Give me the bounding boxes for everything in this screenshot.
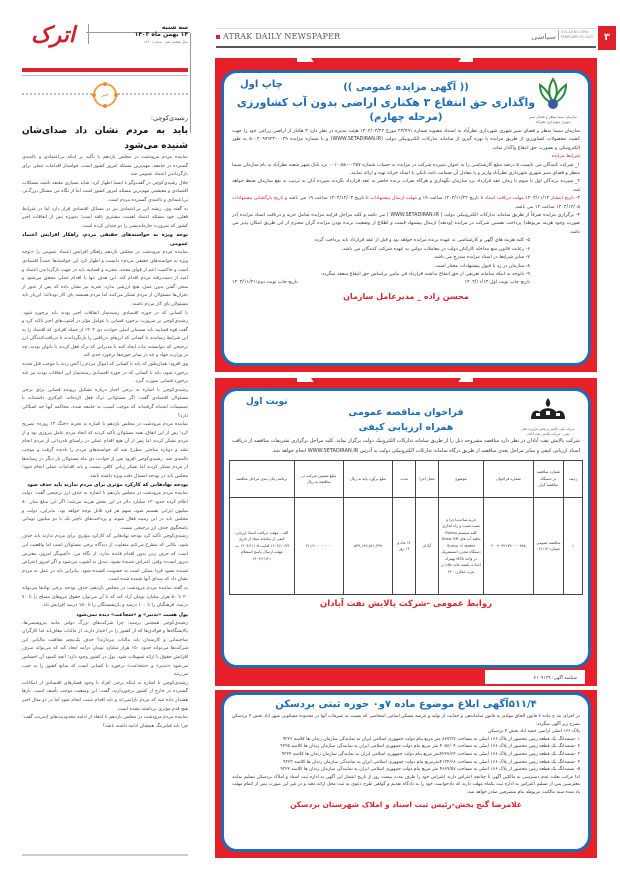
masthead-issue: سال هشتم دهم - شماره ۱۸۹۰ [143,40,188,44]
masthead-vertical-rule [190,33,191,133]
ad-title-3: (مرحله چهارم) [369,112,443,123]
tender-table [229,460,583,595]
notice-plaque: پلاک ۱۶۶ اصلی اراضی حمید اباد بخش ۴ بردسکن [488,729,580,735]
col-header: محل اجرا [416,461,439,498]
paper-name-text: ATRAK DAILY NEWSPAPER [223,32,341,41]
page-header [216,28,596,48]
col-header: ردیف [564,461,583,498]
edition-tag: نوبت اول [246,397,288,407]
article-paragraph: رشیدی‌کوچی همچنین پرسید: چرا شرکت‌های بزرگ دولتی مانند پتروشیمی‌ها، پالایشگاه‌ها و فولادی‌ها که از کشور را در اختیار دارند، از مالیات معاف‌اند اما کارگران ساختمانی و کارمندان باید مالیات بپردازند؟ حذف یک‌پنجم معافیت مالیاتی این شرکت‌ها می‌تواند حدود ۱۵۰ هزار میلیارد تومان درآمد ایجاد کند که می‌تواند صرف افزایش حقوق یا ارائه تسهیلات شود. پول در کشور وجود دارد؛ آنچه کمبود آن احساس می‌شود «تدبیر» و «شجاعت» برخورد با کسانی است که منابع کشور را به جیب می‌زنند. [22,620,189,678]
volume-number: VOL.18,NO.1890 [561,30,589,34]
badge-dot-icon [92,93,96,97]
volume-info [558,30,594,40]
col-header: موضوع [438,461,484,498]
opening-value: ۱۴۰۴/۱۲/۰۵ ساعت ۱۴ می باشد. [514,204,580,210]
grey-divider [22,75,188,76]
notice-intro: در اجرای بند ج ماده ۷ قانون الحاق موادی به قانون ساماندهی و حمایت از تولید و عرضه مسکن اسامی اشخاصی که نسبت به تصرفات آنها در محدوده مسکونی شهر اباد بخش ۴ بردسکن بشرح زیر آگهی میگردد: [232,714,581,727]
auction-ad-body [221,70,591,366]
tender-title-1: فراخوان مناقصه عمومی [348,407,464,418]
article-paragraph: نماینده مردم مرودشت در مجلس یازدهم راهکار افزایش اعتماد عمومی را «توجه ویژه به خواسته‌های حقیقی مردم» دانست و اظهار کرد این خواسته‌ها عمدتاً اقتصادی است و حاکمیت اعم از قوای مقننه، مجریه و قضاییه باید در جهت بازگرداندن اعتماد و امید از دست‌رفته مردم اقدام کند. این هدف تنها با اقدام عملی محقق می‌شود و سخن گفتن بدون عمل، هیچ ارزشی ندارد. تجربه نیز نشان داده که پس از عبور از بحران‌ها مسئولان از مردم تشکر می‌کنند اما مردم همیشه پای کار بوده‌اند؛ این‌بار باید مسئولان پای کار مردم باشند. [22,250,188,307]
condition-item: ۲_ سپرده برندگان اول تا سوم تا زمان عقد قرارداد نزد سازمان نگهداری و هرگاه نفرات برنده حاضر به عقد قرارداد نگردند سپرده آنان به ترتیب به نفع سازمان ضبط خواهد شد. [232,179,580,193]
article-paragraph: رشیدی‌کوچی با اشاره به اینکه برخی افراد با وجود فشارهای اقتصادی از امکانات گسترده در خارج از کشور برخوردارند، گفت: این وضعیت موجب تأسف است. بارها هشدار داده شد که مردم ناراضی‌اند و باید اقدام مثبت انجام شود اما در دو سال اخیر هیچ قدم مؤثری برداشته نشده است. [22,680,188,712]
col-header: شماره مناقصه در دستگاه مناقصه گزار [533,461,563,498]
print-date-first: تاریخ چاپ نوبت اول:۱۴۰۴/۱۱/۱۴ [464,280,530,286]
article-headline: باید به مردم نشان داد صدای‌شان شنیده می‌شود [22,126,188,151]
article-paragraph: نماینده مردم مرودشت در مجلس یازدهم با اشاره به تجربه «جنگ ۱۲ روزه» تصریح کرد: پس از این اتفاق، همه مسئولان تأکید کردند که اتحاد مردم عامل پیروزی بود و از مردم تشکر کردند اما پس از آن هیچ اقدام عملی در راستای قدردانی از مردم انجام نشد و دوباره مباحثی مطرح شد که خواسته‌های مردم را نادیده گرفت و موجب ناامیدی شد. رشیدی‌کوچی افزود پس از حوادث دی ماه مسئولان بار دیگر در رسانه‌ها از مردم تشکر کردند اما تشکر زبانی کافی نیست و باید اقدامات عملی انجام شود؛ مجلس باید در بودجه امسال دقت ویژه داشته باشد. [22,422,188,479]
article-subhead: بودجه نهادهایی که کارکرد مؤثری برای مردم ندارند باید حذف شود [27,482,188,489]
table-cell: ۵۳۹,۱۹۹,۸۶۱,۳۹۹ [343,498,392,595]
col-header: شماره فراخوان [484,461,533,498]
article-kicker: رشیدی‌کوچی: [150,114,188,122]
table-cell: آبادان [416,498,439,595]
offers-deadline-label: مهلت ارسال پیشنهادات [370,196,418,202]
condition-item: ۵- کلیه هزینه های آگهی و کارشناسی به عهده برنده مزایده خواهد بود و قبل از عقد قرارداد باید پرداخت گردد [314,238,530,244]
badge-dot-icon [103,104,107,108]
docs-deadline-label: مهلت دریافت اسناد [484,196,524,202]
paper-name [216,32,340,41]
article-paragraph: نماینده مردم مرودشت در مجلس یازدهم با اشاره به حذف ارز ترجیحی گفت: دولت اعلام کرده حدود ۱۲ میلیارد دلار در این بخش هزینه می‌شد؛ اگر این مبلغ میان ۸۰ میلیون ایرانی تقسیم شود، سهم هر فرد قابل توجه خواهد بود. بنابراین، دولت و مجلس باید در این زمینه فعال شوند و پرداخت‌های ناچیز یک یا دو میلیون تومانی پاسخگوی حذف ارز ترجیحی نیست. [22,491,189,531]
table-cell: مناقصه عمومی شماره ۰۴/۱۱۴ [533,498,563,595]
auction-intro: سازمان سیما منظر و فضای سبز شهری شهرداری نظرآباد به استناد مصوبه شماره ۲۳/۷۹۱ مورخ ۱۴۰۴/۰۴/۲۲ هیئت مدیره در نظر دارد ۳ هکتار از اراضی زراعی خود را جهت کشت محصولات کشاورزی از طریق مزایده با بهره گیری از سامانه تدارکات الکترونیکی دولت (WWW.SETADIRAN.IR) و با شماره مزایده ۵۰۰۴۰۹۹۹۲۳۰۰۰۲۹ به طور الکترونیکی و بصورت حق انتفاع واگذار نماید. [232,129,580,151]
red-divider [22,68,188,72]
left-column [22,20,188,860]
article-paragraph: نماینده مردم مرودشت در مجلس یازدهم با انتقاد از ادامه محدودیت‌های اینترنت گفت: چرا باید فیلترینگ همچنان ادامه داشته باشد؟ [22,715,188,729]
masthead-date: ۱۴ بهمن ماه ۱۴۰۳ [134,31,188,38]
table-cell: ۲۶,۶۶۰,۰۰۰,۰۰۰ [294,498,343,595]
notice-item: ۳ -ششدانگ یک قطعه زمین محصور از پلاک ۱۶۶ اصلی به مساحت ۲۲۲۷/۶۳متر مربع بنام دولت جمهوری اسلامی ایران به نمایندگی سازمان زندان ها کلاسه ۹۳۲۴ [281,751,580,757]
notice-item: ۲ -ششدانگ یک قطعه زمین محصور از پلاک ۱۶۶ اصلی به مساحت ۴۰۵۶/۰۴ متر مربع بنام دولت جمهوری اسلامی ایران به نمایندگی سازمان زندان ها کلاسه ۹۳۲۵ [280,744,580,750]
notice-title: ۵۱۱/۴آگهی ابلاغ موضوع ماده ۷و۰ حوزه ثبتی بردسکن [275,699,537,710]
notice-item: ۱ -ششدانگ یک قطعه زمین محصور از پلاک ۱۶۶ اصلی به مساحت ۸۷۷۳/۷ متر مربع بنام دولت جمهوری اسلامی ایران به نمایندگی سازمان زندان ها کلاسه ۹۳۲۶ [282,736,580,742]
edition-tag: چاپ اول [240,79,283,90]
table-row [230,498,583,595]
section-name: سیاسی [531,32,556,41]
section-divider [22,82,188,106]
condition-item: ۷- سایر شرایط در اسناد مزایده مندرج می باشد. [433,255,530,261]
newspaper-logo: اترک [30,22,76,48]
article-paragraph: وی افزود: همان‌طور که باید با کسانی که اموال مردم را آتش زدند یا موجب قتل شدند برخورد شود، باید با کسانی که در حوزه اقتصادی زمینه‌ساز این اتفاقات بودند نیز باید برخورد قضایی صورت گیرد. [22,362,188,385]
condition-item: ۱_ شرکت کنندگان می بایست ۵ درصد مبلغ کارشناسی را به عنوان سپرده شرکت در مزایده به حساب شماره ۰۲۵۷-۵۸۰-۰۰۱۰ نزد بانک شهر شعبه نظرآباد به نام سازمان سیما منظر و فضای سبز شهری شهرداری نظرآباد واریز و یا معادل آن ضمانت نامه بانکی یا اسناد خزانه تهیه و ارائه نمایند. [232,162,580,177]
auction-ad [215,58,597,372]
news-article [22,114,188,731]
masthead-day: سه شنبه [161,24,188,31]
tender-ad [215,378,597,686]
masthead [22,20,188,66]
opening-label: تاریخ بازگشایی پیشنهادات [232,196,284,202]
col-header: مبلغ برآورد پایه به ریال [343,461,392,498]
table-cell: ۱ [564,498,583,595]
col-header: برنامه زمان بندی مراحل مناقصه [230,461,295,498]
article-subhead: پول هست «تدبیر» و «شجاعت» دیده نمی‌شود [76,611,188,618]
notice-outro: لذا مراتب بعلت عدم دسترسی به مالکین آگهی تا چنانچه اعتراض دارند اعتراض خود را ظرف مدت بیست روز از تاریخ انتشار این آگهی به اداره ثبت اسناد و املاک بردسکن تسلیم نمایند معترضین پس از تسلیم اعتراض به اداره ثبت یکماه مهلت دارند که دادخواست خود را به دادگاه تقدیم و گواهی طرح دعوی به ثبت محل ارائه دهند و در غیر این صورت پس از اتمام مهلت یاد شده سند مالکیت مربوطه بنام متصرفین صادر خواهد شد. [232,774,580,795]
docs-deadline-value: تا تاریخ ۱۴۰۴/۱۱/۲۲ ساعت ۱۹ و [417,196,485,202]
notice-item: ۴ -ششدانگ یک قطعه زمین محصور از پلاک ۱۶۶ اصلی به مساحت ۴۱۳۴/۶۸مترمربع بنام دولت جمهوری اسلامی ایران به نمایندگی سازمان زندان ها کلاسه ۹۳۲۳ [283,759,580,765]
auction-signature: محسن زاده _ مدیرعامل سازمان [343,291,469,301]
english-date: FEBRUARY 03,2025 [561,35,593,39]
notice-item: ۵- ششدانگ یک قطعه زمین محصور از پلاک ۱۶۶ اصلی به مساحت ۴۶۶۹/۵۷ متر مربع بنام دولت جمهوری اسلامی ایران به نمایندگی سازمان زندان ها کلاسه ۹۳۲۲ [280,767,580,773]
org-name: سازمان سیما منظر و فضای سبز شهری شهرداری نظرآباد [529,115,577,124]
page-number: ۳ [598,26,616,50]
article-subhead: توجه ویژه به خواسته‌های حقیقی مردم، راهکار افزایش اعتماد عمومی [22,232,188,248]
table-cell: ۱۲ ماه و ۱۴ روز [393,498,416,595]
table-cell: خرید،ساخت،اجرا و نصب،تست و راه اندازی کلیه سیستم Piping تخلیه آب های Drow Off Sump ۱۶ water دستگاه مخزن اتمسفریک در واحد NTA بهمراه احداث یکسه خانه خلاء در غرب مخازن ۴۲۰ [438,498,484,595]
notice-ad-body [221,692,591,852]
badge-dot-icon [114,93,118,97]
news-badge [93,83,117,107]
conditions-label: شرایط مزایده [551,154,580,160]
auction-text [224,128,588,288]
ad-title-1: (( آگهی مزایده عمومی )) [343,82,469,93]
article-paragraph: رشیدی‌کوچی تأکید کرد بودجه نهادهایی که کارکرد مؤثری برای مردم ندارند باید حذف شود. نکاتی که مطرح می‌کنم متفاوت از دیدگاه برخی مسئولان است اما واقعیت این است که حرف زدن بدون اقدام فایده ندارد. از نگاه من، «آشوبگر امروز، معترض دیروز است» وقتی اعتراض شنیده نشود، تبدیل به آشوب می‌شود و اگر امروز اعتراض شنیده نشود فردا ممکن است به خشونت کشیده شود. بنابراین باید در عمل به مردم نشان داد که صدای آنها شنیده شده است. [22,534,188,583]
col-header: مدت [393,461,416,498]
tender-signature: روابط عمومی -شرکت پالایش نفت آبادان [319,599,493,609]
red-square-icon [216,35,220,39]
condition-prefix: ۳- [574,196,580,202]
column-bottom-rule [22,854,188,856]
tender-intro: شرکت پالایش نفت آبادان در نظر دارد مناقصه مشروحه ذیل را از طریق سامانه تدارکات الکترونیک دولت برگزار نماید. کلیه مراحل برگزاری تشریفات مناقصه از دریافت اسناد ارزیابی کیفی و سایر مراحل بعدی مناقصه از طریق درگاه سامانه تدارکات الکترونیکی دولت به آدرس WWW.SETADIRAN.IR انجام خواهد شد. [232,438,580,454]
col-header: مبلغ تضمین شرکت در مناقصه به ریال [294,461,343,498]
article-paragraph: نماینده مردم مرودشت در مجلس یازدهم با تأکید بر اینکه بی‌اعتمادی و ناامیدی گسترده در جامعه، مهم‌ترین مسئله امروز کشور است، خواستار اقدامات عملی برای بازگرداندن اعتماد عمومی شد. [22,155,188,178]
notice-signature: غلامرضا گنج بخش-رئیس ثبت اسناد و املاک شهرستان بردسکن [290,799,522,809]
print-date-second: تاریخ چاپ نوبت دوم:۱۴۰۴/۱۱/۲۱ [232,280,298,286]
refinery-name: شرکت ملی پالایش و پخش فرآورده های نفتی - شرکت پالایش نفت آبادان [521,427,575,436]
oil-company-logo-icon [528,397,568,423]
lotus-logo-icon [534,77,572,111]
print-dates [232,279,580,287]
condition-item: ۶- رعایت قانون منع مداخله کارکنان دولت در معاملات دولتی به عهده شرکت کنندگان می باشد. [341,246,530,252]
registration-notice-ad [215,690,597,858]
tender-table-wrap [224,456,588,595]
tender-title-2: همراه ارزیابی کیفی [358,422,454,433]
masthead-info [88,24,188,44]
badge-label: خبر [101,92,109,98]
table-cell: ۲۰۰۴۰۹۲۱۷۹۰۰۰۰۷۸۸ [484,498,533,595]
refinery-logo [518,397,578,436]
badge-dot-icon [103,82,107,86]
table-header-row [230,461,583,498]
offers-deadline-value: تا تاریخ ۱۴۰۴/۱۲/۰۴ ساعت ۱۹ می باشد و [283,196,371,202]
publish-label: تاریخ انتشار [550,196,575,202]
publish-date: ۱۴۰۴/۱۱/۱۴ [523,196,551,202]
ad-id: شناسه آگهی: ۲۱۰۹۱۳۹ [533,676,577,681]
article-paragraph: به گفته نماینده مردم مرودشت در مجلس یازدهم، حذف بودجه برخی نهادها می‌تواند ۴۰ تا ۵۰ هزار میلیارد تومان آزاد کند که با آن می‌توان حقوق نیروهای مسلح را تا ۷۰ درصد، فرهنگیان را تا ۱۰۰ درصد و بازنشستگان را تا ۱۵۰ درصد افزایش داد. [22,585,189,609]
article-paragraph: به گفته وی، ریشه این بی‌اعتمادی نیز در مسائل اقتصادی قرار دارد اما در شرایط فعلی، خود مسئله اعتماد اهمیت بیشتری یافته است؛ به‌ویژه پس از اتفاقات اخیر کشور که ضرورت چاره‌اندیشی را دو چندان کرده است. [22,206,188,229]
condition-item: ۴- برگزاری مزایده صرفاً از طریق سامانه تدارکات الکترونیکی دولت ( WWW.SETADIRAN.IR ) می باشد و کلیه مراحل فرایند مزایده شامل خرید و دریافت اسناد مزایده (در صورت وجود هزینه مربوطه) پرداخت تضمین شرکت در مزایده (ودیعه) ارسال پیشنهاد قیمت و اطلاع از وضعیت برنده بودن مزایده گران محترم از این طریق امکان پذیر می باشد. [232,213,580,235]
org-logo [528,77,578,125]
article-paragraph: با کسانی که در حوزه اقتصادی زمینه‌ساز اتفاقات اخیر بودند باید برخورد شود. رشیدی‌کوچی بر ضرورت برخورد قضایی با عوامل مؤثر در آشوب‌های اخیر تاکید کرد و گفت قوه قضاییه باید مسببان اصلی حوادث دی ۱۴۰۴ از جمله افرادی که اقتصاد را به این شرایط رساندند یا کسانی که ارزهای دریافتی را بازنگرداندند یا دریافت‌کنندگان ارز ترجیحی که نتوانستند ثبات ایجاد کنند یا مدیرانی که ترک فعل کردند یا ناتوان بودند، چه در وزارت جهاد و چه در سایر حوزه‌ها برخورد جدی کند. [22,310,188,359]
condition-item: ۹- باتوجه به اینکه سامانه تعریفی از حق انتفاع نداشته قرارداد فی مابین براساس حق انتفاع منعقد میگردد. [320,271,530,277]
notice-text [224,713,588,797]
table-cell: الف - مهلت دریافت اسناد ارزیابی کیفی از سامانه ستاد از تاریخ ۱۴۰۴/۱۰/۲۴ لغایت ۱۴۰۴/۱۱/۰۵ ب- مهلت ارسال پاسخ استعلام ۱۴۰۴/۱۱/۲۱ [230,498,295,595]
tender-ad-body [221,388,591,668]
condition-item: ۸- سازمان در رد یا قبول پیشنهادات مختار است. [434,263,530,269]
ad-title-2: واگذاری حق انتفاع ۳ هکتاری اراضی بدون آب کشاورزی [236,96,536,109]
article-paragraph: رشیدی‌کوچی با اشاره به برخی اخبار درباره تشکیل پرونده قضایی برای برخی مسئولان اقتصادی گفت: اگر مسئولانی ترک فعل کرده‌اند، کم‌کاری داشته‌اند یا تصمیمات اشتباه گرفته‌اند که موجب آسیب به جامعه شده، محاکمه آنها چه اشکالی دارد؟ [22,387,188,419]
condition-item-dates [232,195,580,212]
article-paragraph: جلال رشیدی‌کوچی در گفت‌وگو با ایسنا اظهار کرد: شاید بسیاری معتقد باشند مشکلات اقتصادی و معیشتی مهم‌ترین مسئله امروز کشور است اما از نگاه من مشکل بزرگ‌تر، بی‌اعتمادی و ناامیدی گسترده مردم است. [22,180,188,203]
